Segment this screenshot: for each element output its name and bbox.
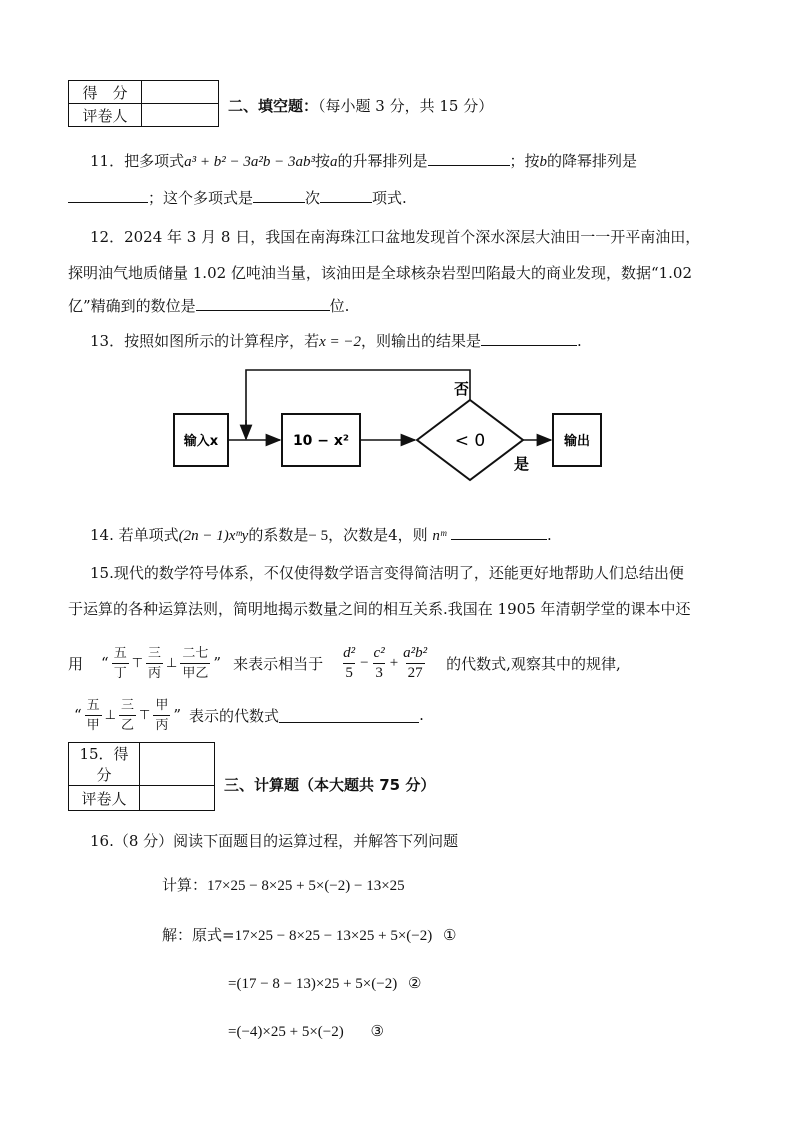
grader-label: 评卷人 [69, 786, 140, 811]
section2-heading [228, 95, 493, 116]
q14-answer-blank[interactable] [451, 525, 547, 540]
q12-text: 亿”精确到的数位是 [68, 297, 196, 315]
q11-text: 按 [314, 152, 330, 170]
q13-condition: x = −2 [319, 334, 361, 350]
q11-polynomial: a³ + b² − 3a²b − 3ab³ [184, 154, 315, 170]
fraction-numerator: 三 [148, 645, 162, 661]
q11-var-b: b [539, 154, 548, 170]
q14-text: . [546, 526, 552, 544]
flow-process-label: 10 − x² [292, 433, 350, 449]
fraction-numerator: 五 [113, 645, 127, 661]
q11-var-a: a [329, 154, 338, 170]
fraction-denominator: 甲乙 [180, 663, 210, 683]
q14-text: ，次数是4，则 [328, 526, 428, 544]
fraction-denominator: 27 [407, 664, 423, 681]
q14-coefficient: − 5 [308, 528, 329, 544]
q13-text: . [577, 332, 582, 350]
grader-cell[interactable] [142, 104, 219, 127]
grader-cell[interactable] [140, 786, 215, 811]
q15-text: 的代数式,观察其中的规律, [446, 654, 621, 673]
fraction-denominator: 丙 [153, 715, 170, 735]
q11-text: ；按 [509, 152, 540, 170]
q13-line [90, 330, 582, 351]
score-table-2 [68, 742, 215, 811]
q15-answer-blank[interactable] [279, 708, 419, 723]
q11-text: 次 [305, 189, 321, 207]
q16-solution-step2 [228, 974, 421, 993]
q13-text: 13．按照如图所示的计算程序，若 [90, 332, 320, 350]
q15-ancient-fraction [119, 696, 136, 735]
q16-calc [162, 874, 405, 895]
q16-step3-marker: ③ [370, 1022, 384, 1040]
flow-condition-label: < 0 [454, 431, 486, 451]
q16-solution-step3 [228, 1022, 384, 1041]
q16-intro: 16.（8 分）阅读下面题目的运算过程，并解答下列问题 [90, 832, 459, 850]
q11-answer-blank-1[interactable] [428, 151, 510, 166]
fraction-d2-5 [341, 644, 357, 683]
fraction-denominator: 甲 [85, 715, 102, 735]
q16-solution-label: 解：原式= [162, 926, 235, 944]
fraction-numerator: d² [343, 644, 356, 661]
section2-title: 二、填空题： [228, 97, 319, 115]
q16-step3-expression: =(−4)×25 + 5×(−2) [228, 1024, 344, 1040]
section3-title: 三、计算题（本大题共 75 分） [224, 776, 436, 794]
q12-answer-blank[interactable] [196, 296, 330, 311]
flow-loop-back-line [246, 370, 470, 438]
fraction-denominator: 乙 [119, 715, 136, 735]
q12-line2: 探明油气地质储量 1.02 亿吨油当量，该油田是全球核杂岩型凹陷最大的商业发现，数据“1.02 [68, 264, 693, 282]
fraction-a2b2-27 [401, 644, 429, 683]
score-table-1 [68, 80, 219, 127]
q11-answer-blank-2[interactable] [68, 188, 148, 203]
q15-line1: 15.现代的数学符号体系，不仅使得数学语言变得简洁明了，还能更好地帮助人们总结出便 [90, 564, 684, 582]
q11-text: 的升幂排列是 [337, 152, 428, 170]
q15-line2: 于运算的各种运算法则，简明地揭示数量之间的相互关系.我国在 1905 年清朝学堂的课本中还 [68, 600, 691, 618]
q15-ancient-fraction [146, 644, 163, 683]
score-label-2: 分 [69, 764, 140, 786]
q15-ancient-fraction [112, 644, 129, 683]
q16-step1-marker: ① [443, 926, 457, 944]
q16-step2-expression: =(17 − 8 − 13)×25 + 5×(−2) [228, 976, 398, 992]
q13-answer-blank[interactable] [481, 331, 577, 346]
score-cell[interactable] [142, 81, 219, 104]
score-label: 得 分 [69, 81, 142, 104]
question-11-line1 [90, 150, 637, 171]
score-cell[interactable] [140, 743, 215, 786]
q16-calc-expression: 17×25 − 8×25 + 5×(−2) − 13×25 [207, 878, 405, 894]
fraction-c2-3 [372, 644, 387, 683]
q16-calc-label: 计算： [162, 876, 208, 894]
grader-label: 评卷人 [69, 104, 142, 127]
fraction-denominator: 丁 [112, 663, 129, 683]
q13-text: ，则输出的结果是 [361, 332, 482, 350]
q15-line4: “ $\frac{\text{五}}{\text{甲}}$ ⊥ $\frac{\text{三}}{\text{乙}}$ ⊤ $\frac{\text{甲}}{\text{丙}}$ ” 表示的代数式 . [74, 697, 424, 733]
flow-output-label: 输出 [563, 434, 591, 449]
question-11-line2 [68, 187, 407, 208]
flowchart [170, 360, 620, 490]
fraction-numerator: 甲 [155, 697, 169, 713]
q12-line1: 12．2024 年 3 月 8 日，我国在南海珠江口盆地发现首个深水深层大油田一一开平南油田， [90, 228, 701, 246]
q11-terms-blank[interactable] [320, 188, 372, 203]
flow-label-no: 否 [454, 380, 470, 398]
fraction-numerator: 二七 [182, 645, 209, 661]
score-label: 15．得 [69, 743, 140, 765]
q14-n-power-m: nᵐ [432, 528, 447, 544]
fraction-denominator: 丙 [146, 663, 163, 683]
q14-text: 的系数是 [248, 526, 309, 544]
q12-line3 [68, 295, 349, 316]
q15-ancient-fraction [85, 696, 102, 735]
q15-text: 来表示相当于 [233, 654, 324, 673]
fraction-numerator: 三 [121, 697, 135, 713]
q16-step1-expression: 17×25 − 8×25 − 13×25 + 5×(−2) [234, 928, 433, 944]
fraction-numerator: c² [373, 644, 385, 661]
q12-text: 位. [329, 297, 350, 315]
q15-text: 用 [68, 654, 84, 673]
fraction-denominator: 5 [345, 664, 353, 681]
q16-step2-marker: ② [407, 974, 422, 992]
q11-text: 的降幂排列是 [547, 152, 638, 170]
q14-line [90, 524, 552, 545]
q11-degree-blank[interactable] [253, 188, 305, 203]
flow-label-yes: 是 [514, 455, 530, 473]
q14-number: 14. [90, 526, 114, 544]
fraction-numerator: a²b² [403, 644, 428, 661]
q14-monomial: (2n − 1)xᵐy [178, 528, 249, 544]
q11-text: 项式. [372, 189, 407, 207]
q15-text: . [419, 706, 424, 724]
q15-ancient-fraction [180, 644, 210, 683]
q15-ancient-fraction [153, 696, 170, 735]
q11-text: ；这个多项式是 [148, 189, 254, 207]
flow-input-label: 输入x [183, 434, 219, 449]
q14-text: 若单项式 [118, 526, 179, 544]
fraction-denominator: 3 [375, 664, 383, 681]
section2-note: （每小题 3 分，共 15 分） [318, 97, 494, 115]
q15-line3: 用 “ $\frac{\text{五}}{\text{丁}}$ ⊤ $\frac{\text{三}}{\text{丙}}$ ⊥ $\frac{\text{二七}}{\text{甲乙}}$ ” 来表示相当于 $\frac{\text{d²}}{5}$ − $\frac{\text{c²}}{3}$ + $\frac{\text{a²b²}}{27}$ 的代数式,观察其中的规律, [68, 644, 621, 681]
q16-solution-step1 [162, 924, 456, 945]
fraction-numerator: 五 [86, 697, 100, 713]
q11-text: 把多项式 [124, 152, 185, 170]
q11-number: 11． [90, 152, 125, 170]
q15-text: 表示的代数式 [189, 706, 280, 725]
